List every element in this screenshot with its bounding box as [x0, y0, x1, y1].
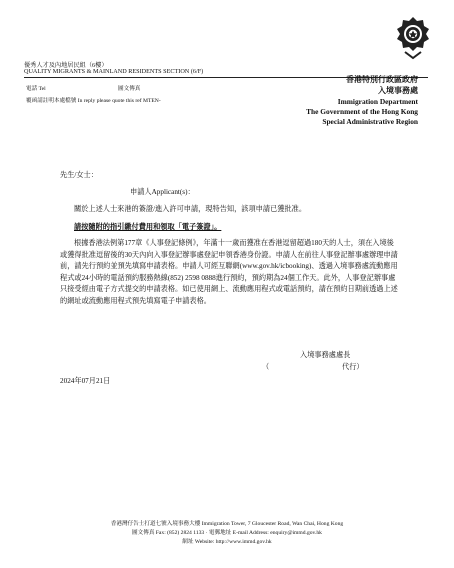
instruction-heading: 請按隨附的指引繳付費用和領取「電子簽證」。	[74, 223, 222, 231]
department-name-zh-1: 香港特別行政區政府	[346, 75, 418, 84]
department-name-zh-2: 入境事務處	[378, 86, 418, 95]
section-name-zh: 優秀人才及內地居民組（6樓）	[24, 62, 108, 69]
department-name-en-2: The Government of the Hong Kong	[306, 107, 418, 116]
signatory-title: 入境事務處處長	[300, 351, 351, 359]
reference-label: 覆函請註明本處檔號 In reply please quote this ref MTEN-	[26, 98, 161, 104]
footer-website: 網址 Website: http://www.immd.gov.hk	[182, 539, 272, 545]
signatory-for: 代行）	[342, 363, 364, 371]
police-emblem-icon	[396, 16, 430, 60]
department-name-en-3: Special Administrative Region	[322, 117, 418, 126]
department-name-en-1: Immigration Department	[337, 97, 418, 106]
letter-date: 2024年07月21日	[60, 377, 111, 385]
footer-address: 香港灣仔告士打道七號入境事務大樓 Immigration Tower, 7 Gloucester Road, Wan Chai, Hong Kong	[110, 521, 344, 527]
applicant-label: 申請人Applicant(s)：	[130, 188, 195, 196]
registration-paragraph: 根據香港法例第177章《人事登記條例》，年滿十一歲而獲准在香港逗留超過180天的人士，須在入境後或獲得批准逗留後的30天內向入事登記辦事處登記申領香港身份證。申請人在前往人事登記辦事處辦理申請前，請先行預約並預先填寫申請表格。申請人可經互聯網(www.gov.hk/icbooking)、透過入境事務處流動應用程式或24小時的電話預約服務熱線(852) 2598 0888進行預約，預約期為24個工作天。此外，人事登記辦事處只接受經由電子方式提交的申請表格。如已使用網上、流動應用程式或電話預約，請在預約日期前透過上述的網址或流動應用程式預先填寫電子申請表格。	[60, 239, 398, 305]
approval-notice: 關於上述人士來港的簽證/進入許可申請，現特告知，該項申請已獲批准。	[74, 205, 307, 213]
salutation: 先生/女士：	[60, 171, 98, 179]
fax-label: 圖文傳真	[118, 86, 141, 92]
tel-label: 電話 Tel	[26, 86, 46, 92]
footer-contact: 圖文傳真 Fax: (852) 2824 1133 · 電郵地址 E-mail Address: enquiry@immd.gov.hk	[132, 530, 322, 536]
signatory-open-bracket: （	[262, 363, 270, 371]
section-name-en: QUALITY MIGRANTS & MAINLAND RESIDENTS SECTION (6/F)	[24, 68, 204, 75]
